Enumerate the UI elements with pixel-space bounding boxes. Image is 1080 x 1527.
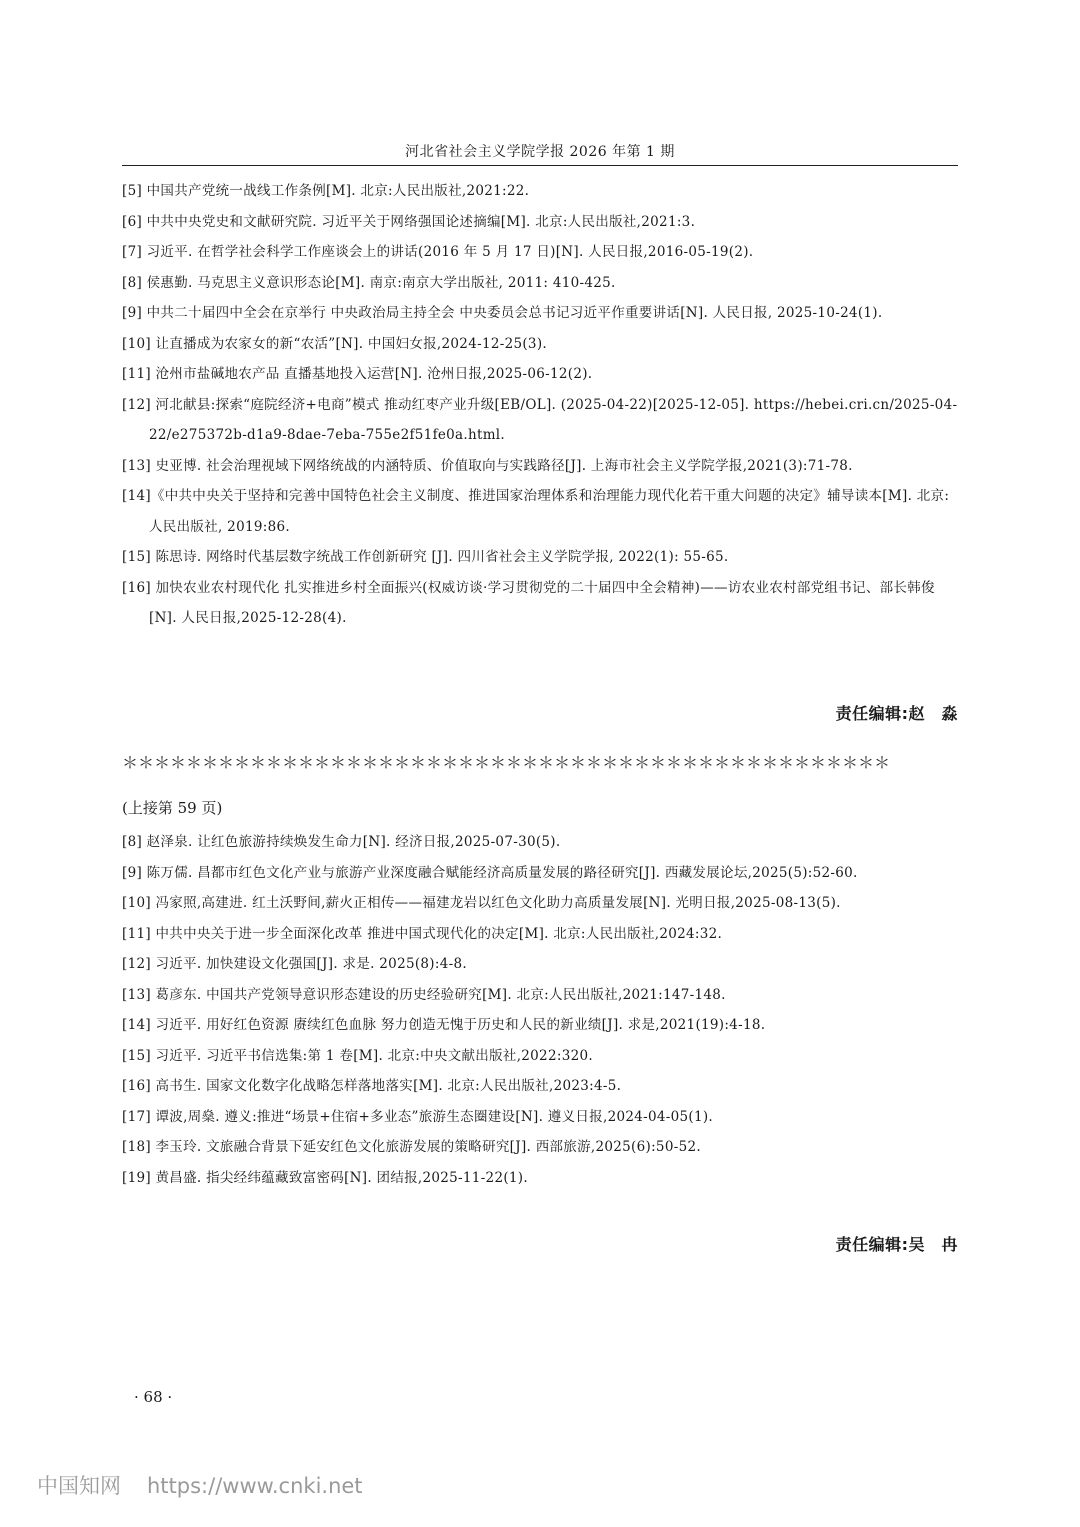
reference-item: [8] 赵泽泉. 让红色旅游持续焕发生命力[N]. 经济日报,2025-07-30(5).: [122, 834, 561, 850]
responsible-editor-a: 责任编辑:赵 淼: [835, 704, 958, 723]
reference-item: [19] 黄昌盛. 指尖经纬蕴藏致富密码[N]. 团结报,2025-11-22(1).: [122, 1169, 528, 1186]
reference-item: [12] 习近平. 加快建设文化强国[J]. 求是. 2025(8):4-8.: [122, 956, 467, 972]
reference-list-b: [122, 827, 960, 1193]
reference-item: [11] 沧州市盐碱地农产品 直播基地投入运营[N]. 沧州日报,2025-06-12(2).: [122, 366, 593, 382]
reference-item: [16] 高书生. 国家文化数字化战略怎样落地落实[M]. 北京:人民出版社,2023:4-5.: [122, 1078, 622, 1094]
reference-item: [12] 河北献县:探索“庭院经济+电商”模式 推动红枣产业升级[EB/OL]. (2025-04-22)[2025-12-05]. https://hebei.cri.cn/2025-04-22/e275372b-d1a9-8dae-7eba-755e2f51fe0a.html.: [122, 396, 958, 443]
reference-item: [14]《中共中央关于坚持和完善中国特色社会主义制度、推进国家治理体系和治理能力现代化若干重大问题的决定》辅导读本[M]. 北京: 人民出版社, 2019:86.: [122, 488, 950, 535]
header-rule: [122, 165, 958, 166]
reference-item: [18] 李玉玲. 文旅融合背景下延安红色文化旅游发展的策略研究[J]. 西部旅游,2025(6):50-52.: [122, 1139, 701, 1155]
reference-item: [14] 习近平. 用好红色资源 赓续红色血脉 努力创造无愧于历史和人民的新业绩[J]. 求是,2021(19):4-18.: [122, 1017, 766, 1033]
reference-item: [11] 中共中央关于进一步全面深化改革 推进中国式现代化的决定[M]. 北京:人民出版社,2024:32.: [122, 925, 723, 942]
reference-item: [9] 陈万儒. 昌都市红色文化产业与旅游产业深度融合赋能经济高质量发展的路径研究[J]. 西藏发展论坛,2025(5):52-60.: [122, 864, 858, 881]
page-number: · 68 ·: [134, 1388, 173, 1406]
cnki-url: https://www.cnki.net: [147, 1474, 363, 1498]
section-divider-stars: ＊＊＊＊＊＊＊＊＊＊＊＊＊＊＊＊＊＊＊＊＊＊＊＊＊＊＊＊＊＊＊＊＊＊＊＊＊＊＊＊＊＊＊＊＊＊＊＊: [122, 753, 891, 772]
reference-item: [17] 谭波,周燊. 遵义:推进“场景+住宿+多业态”旅游生态圈建设[N]. 遵义日报,2024-04-05(1).: [122, 1108, 714, 1125]
reference-list-a: [122, 176, 960, 634]
journal-header: 河北省社会主义学院学报 2026 年第 1 期: [405, 144, 675, 160]
reference-item: [6] 中共中央党史和文献研究院. 习近平关于网络强国论述摘编[M]. 北京:人民出版社,2021:3.: [122, 213, 696, 230]
reference-item: [10] 冯家照,高建进. 红土沃野间,薪火正相传——福建龙岩以红色文化助力高质量发展[N]. 光明日报,2025-08-13(5).: [122, 895, 841, 911]
reference-item: [9] 中共二十届四中全会在京举行 中央政治局主持全会 中央委员会总书记习近平作重要讲话[N]. 人民日报, 2025-10-24(1).: [122, 305, 883, 321]
reference-item: [15] 习近平. 习近平书信选集:第 1 卷[M]. 北京:中央文献出版社,2022:320.: [122, 1047, 593, 1064]
reference-item: [7] 习近平. 在哲学社会科学工作座谈会上的讲话(2016 年 5 月 17 日)[N]. 人民日报,2016-05-19(2).: [122, 244, 754, 260]
reference-item: [10] 让直播成为农家女的新“农活”[N]. 中国妇女报,2024-12-25(3).: [122, 335, 547, 352]
reference-item: [13] 葛彦东. 中国共产党领导意识形态建设的历史经验研究[M]. 北京:人民出版社,2021:147-148.: [122, 986, 726, 1003]
reference-item: [8] 侯惠勤. 马克思主义意识形态论[M]. 南京:南京大学出版社, 2011: 410-425.: [122, 274, 616, 291]
reference-item: [13] 史亚博. 社会治理视域下网络统战的内涵特质、价值取向与实践路径[J]. 上海市社会主义学院学报,2021(3):71-78.: [122, 457, 853, 474]
reference-item: [5] 中国共产党统一战线工作条例[M]. 北京:人民出版社,2021:22.: [122, 183, 530, 199]
reference-item: [15] 陈思诗. 网络时代基层数字统战工作创新研究 [J]. 四川省社会主义学院学报, 2022(1): 55-65.: [122, 549, 729, 565]
reference-item: [16] 加快农业农村现代化 扎实推进乡村全面振兴(权威访谈·学习贯彻党的二十届四中全会精神)——访农业农村部党组书记、部长韩俊[N]. 人民日报,2025-12-28(4).: [122, 579, 935, 626]
cnki-watermark: [37, 1470, 363, 1500]
cnki-brand: 中国知网: [37, 1474, 121, 1498]
continued-from-note: (上接第 59 页): [122, 799, 223, 817]
responsible-editor-b: 责任编辑:吴 冉: [835, 1235, 958, 1254]
